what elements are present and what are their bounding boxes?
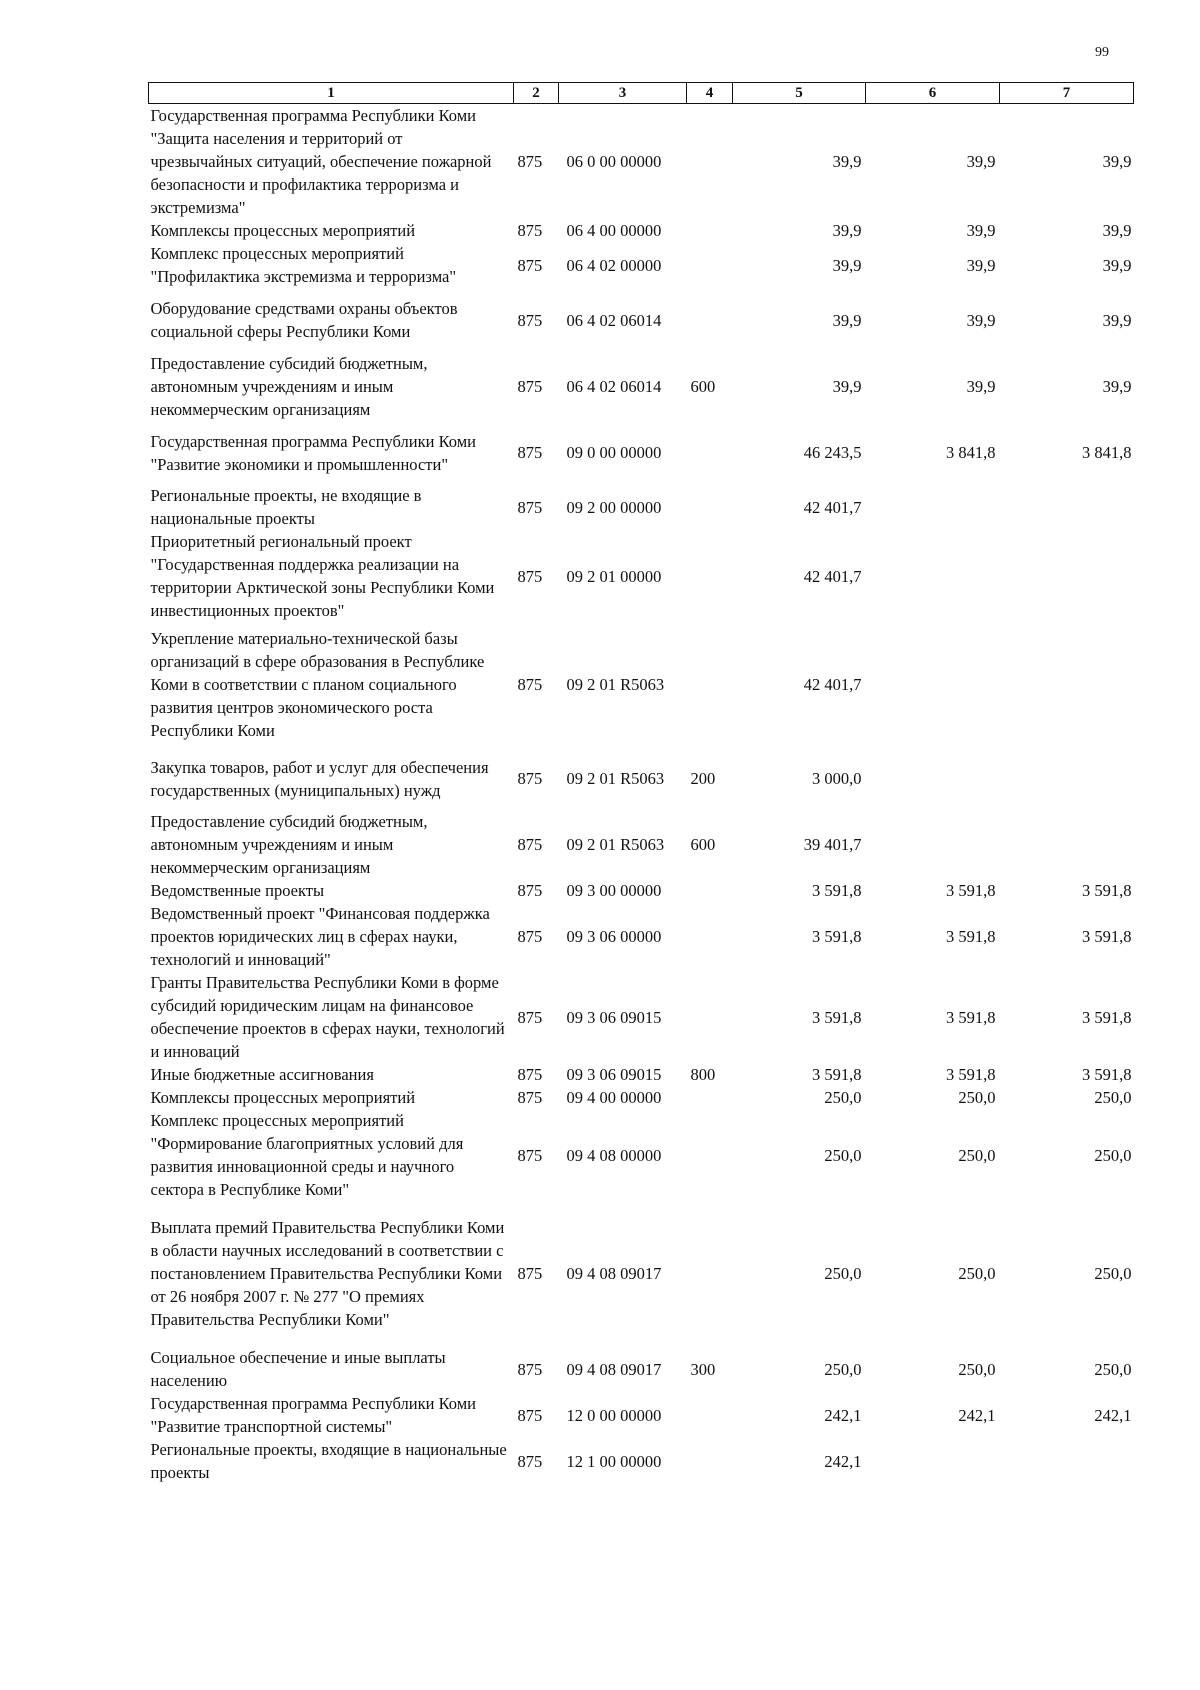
row-value-col6: [866, 530, 1000, 622]
table-row: [149, 104, 1134, 220]
row-admin-code: 875: [517, 1405, 543, 1425]
table-row: [149, 530, 1134, 622]
row-value-col7: [1000, 1438, 1134, 1484]
row-expense-type: 600: [690, 835, 716, 854]
budget-table: [148, 82, 1134, 1484]
row-value-col6: [866, 747, 1000, 810]
row-value-col7: 250,0: [1094, 1264, 1132, 1283]
row-expense-type: [687, 1086, 733, 1109]
row-admin-code: 875: [517, 377, 543, 396]
row-target-code: 09 2 01 R5063: [566, 769, 665, 788]
row-value-col5: 242,1: [824, 1405, 862, 1425]
page-number: 99: [1095, 45, 1109, 60]
row-value-col5: 42 401,7: [803, 566, 862, 586]
row-name: Комплекс процессных мероприятий "Формирование благоприятных условий для развития инновационной среды и научного сектора в Республике Коми": [150, 1111, 464, 1199]
row-target-code: 09 4 08 09017: [566, 1359, 662, 1379]
row-value-col7: 39,9: [1102, 310, 1132, 330]
header-col-3: 3: [559, 83, 687, 104]
row-expense-type: [687, 288, 733, 352]
row-name: Гранты Правительства Республики Коми в форме субсидий юридическим лицам на финансовое обеспечение проектов в сферах науки, технологий и инноваций: [150, 973, 505, 1061]
row-value-col6: 250,0: [958, 1359, 996, 1379]
row-name: Региональные проекты, не входящие в национальные проекты: [150, 486, 422, 528]
row-value-col6: 3 591,8: [946, 881, 996, 900]
row-name: Предоставление субсидий бюджетным, автономным учреждениям и иным некоммерческим организациям: [150, 812, 428, 877]
table-row: [149, 1063, 1134, 1086]
row-value-col6: 39,9: [966, 221, 996, 240]
row-target-code: 12 0 00 00000: [566, 1405, 662, 1425]
row-name: Ведомственные проекты: [150, 881, 325, 900]
row-value-col6: [866, 622, 1000, 747]
row-name: Укрепление материально-технической базы организаций в сфере образования в Республике Коми в соответствии с планом социального развития центров экономического роста Республики Коми: [150, 629, 485, 740]
row-admin-code: 875: [517, 1145, 543, 1165]
row-value-col6: [866, 1438, 1000, 1484]
row-target-code: 06 4 02 06014: [566, 377, 662, 396]
row-target-code: 06 0 00 00000: [566, 152, 662, 171]
row-expense-type: [687, 219, 733, 242]
row-expense-type: [687, 530, 733, 622]
row-expense-type: [687, 1201, 733, 1346]
row-expense-type: [687, 1109, 733, 1201]
table-row: [149, 421, 1134, 484]
row-expense-type: 800: [690, 1065, 716, 1084]
table-row: [149, 484, 1134, 530]
row-value-col5: 39,9: [832, 255, 862, 275]
row-value-col7: 3 841,8: [1082, 443, 1132, 462]
row-value-col5: 39,9: [832, 310, 862, 330]
row-name: Оборудование средствами охраны объектов социальной сферы Республики Коми: [150, 299, 458, 341]
table-body: [149, 104, 1134, 1485]
row-value-col6: 242,1: [958, 1405, 996, 1425]
row-value-col6: 3 591,8: [946, 1065, 996, 1084]
row-value-col5: 3 591,8: [812, 881, 862, 900]
table-row: [149, 219, 1134, 242]
row-value-col7: 3 591,8: [1082, 1007, 1132, 1027]
table-row: [149, 1392, 1134, 1438]
table-row: [149, 622, 1134, 747]
row-value-col7: 3 591,8: [1082, 1065, 1132, 1084]
row-value-col7: 3 591,8: [1082, 927, 1132, 946]
table-row: [149, 1086, 1134, 1109]
row-value-col5: 39,9: [832, 152, 862, 171]
row-admin-code: 875: [517, 835, 543, 854]
row-expense-type: 600: [690, 377, 716, 396]
row-admin-code: 875: [517, 1451, 543, 1471]
table-row: [149, 971, 1134, 1063]
table-row: [149, 352, 1134, 421]
table-row: [149, 288, 1134, 352]
row-target-code: 09 3 06 00000: [566, 927, 662, 946]
row-admin-code: 875: [517, 1088, 543, 1107]
row-expense-type: 300: [690, 1359, 716, 1379]
row-expense-type: [687, 879, 733, 902]
row-value-col7: 3 591,8: [1082, 881, 1132, 900]
row-value-col6: [866, 484, 1000, 530]
row-name: Комплексы процессных мероприятий: [150, 1088, 416, 1107]
row-target-code: 09 0 00 00000: [566, 443, 662, 462]
row-expense-type: [687, 622, 733, 747]
row-admin-code: 875: [517, 566, 543, 586]
row-target-code: 09 3 00 00000: [566, 881, 662, 900]
row-target-code: 09 2 01 R5063: [566, 835, 665, 854]
row-expense-type: [687, 902, 733, 971]
row-value-col6: 39,9: [966, 255, 996, 275]
row-value-col6: 39,9: [966, 152, 996, 171]
row-admin-code: 875: [517, 152, 543, 171]
row-admin-code: 875: [517, 1359, 543, 1379]
table-row: [149, 1201, 1134, 1346]
row-target-code: 06 4 00 00000: [566, 221, 662, 240]
table-row: [149, 810, 1134, 879]
row-value-col5: 3 591,8: [812, 1007, 862, 1027]
table-header: [149, 83, 1134, 104]
header-col-6: 6: [866, 83, 1000, 104]
row-name: Предоставление субсидий бюджетным, автономным учреждениям и иным некоммерческим организациям: [150, 354, 428, 419]
row-value-col6: 3 841,8: [946, 443, 996, 462]
header-col-5: 5: [733, 83, 866, 104]
row-value-col5: 250,0: [824, 1145, 862, 1165]
row-value-col5: 46 243,5: [803, 443, 862, 462]
row-name: Комплексы процессных мероприятий: [150, 221, 416, 240]
header-col-7: 7: [1000, 83, 1134, 104]
table-row: [149, 1109, 1134, 1201]
row-value-col7: [1000, 747, 1134, 810]
row-admin-code: 875: [517, 927, 543, 946]
row-admin-code: 875: [517, 1007, 543, 1027]
row-value-col5: 3 000,0: [812, 769, 862, 788]
row-expense-type: 200: [690, 769, 716, 788]
row-value-col5: 39,9: [832, 221, 862, 240]
table-row: [149, 242, 1134, 288]
row-expense-type: [687, 1438, 733, 1484]
row-value-col5: 39,9: [832, 377, 862, 396]
row-value-col6: 39,9: [966, 310, 996, 330]
row-expense-type: [687, 1392, 733, 1438]
row-admin-code: 875: [517, 881, 543, 900]
row-value-col5: 3 591,8: [812, 1065, 862, 1084]
row-admin-code: 875: [517, 221, 543, 240]
row-admin-code: 875: [517, 1065, 543, 1084]
row-name: Государственная программа Республики Коми "Защита населения и территорий от чрезвычайных ситуаций, обеспечение пожарной безопасности и профилактика терроризма и экстремизма": [150, 106, 492, 217]
row-admin-code: 875: [517, 675, 543, 694]
table-row: [149, 1438, 1134, 1484]
row-value-col7: 250,0: [1094, 1088, 1132, 1107]
row-target-code: 12 1 00 00000: [566, 1451, 662, 1471]
row-name: Социальное обеспечение и иные выплаты населению: [150, 1348, 446, 1390]
row-value-col7: [1000, 810, 1134, 879]
row-value-col5: 242,1: [824, 1451, 862, 1471]
table-row: [149, 1346, 1134, 1392]
row-name: Государственная программа Республики Коми "Развитие экономики и промышленности": [150, 431, 476, 474]
row-value-col7: 39,9: [1102, 377, 1132, 396]
row-target-code: 06 4 02 00000: [566, 255, 662, 275]
row-value-col6: 39,9: [966, 377, 996, 396]
row-name: Закупка товаров, работ и услуг для обеспечения государственных (муниципальных) нужд: [150, 757, 489, 800]
row-value-col5: 250,0: [824, 1088, 862, 1107]
row-admin-code: 875: [517, 310, 543, 330]
row-name: Государственная программа Республики Коми "Развитие транспортной системы": [150, 1394, 476, 1436]
row-expense-type: [687, 421, 733, 484]
row-value-col6: 250,0: [958, 1264, 996, 1283]
row-name: Ведомственный проект "Финансовая поддержка проектов юридических лиц в сферах науки, технологий и инноваций": [150, 904, 490, 969]
row-value-col6: 250,0: [958, 1088, 996, 1107]
row-target-code: 06 4 02 06014: [566, 310, 662, 330]
row-target-code: 09 4 08 09017: [566, 1264, 662, 1283]
row-value-col6: 3 591,8: [946, 1007, 996, 1027]
table-row: [149, 879, 1134, 902]
row-target-code: 09 2 00 00000: [566, 497, 662, 517]
row-value-col5: 39 401,7: [803, 835, 862, 854]
row-admin-code: 875: [517, 443, 543, 462]
row-value-col5: 250,0: [824, 1264, 862, 1283]
row-expense-type: [687, 242, 733, 288]
row-value-col5: 3 591,8: [812, 927, 862, 946]
header-row: [149, 83, 1134, 104]
row-admin-code: 875: [517, 769, 543, 788]
row-expense-type: [687, 104, 733, 220]
row-admin-code: 875: [517, 255, 543, 275]
row-value-col6: [866, 810, 1000, 879]
row-target-code: 09 2 01 00000: [566, 566, 662, 586]
row-value-col7: 242,1: [1094, 1405, 1132, 1425]
table-row: [149, 902, 1134, 971]
row-value-col7: 39,9: [1102, 255, 1132, 275]
row-target-code: 09 3 06 09015: [566, 1007, 662, 1027]
row-value-col7: 39,9: [1102, 221, 1132, 240]
row-value-col7: [1000, 622, 1134, 747]
row-value-col6: 3 591,8: [946, 927, 996, 946]
row-value-col6: 250,0: [958, 1145, 996, 1165]
header-col-2: 2: [514, 83, 559, 104]
row-expense-type: [687, 484, 733, 530]
row-value-col5: 42 401,7: [803, 675, 862, 694]
row-value-col7: [1000, 484, 1134, 530]
table-row: [149, 747, 1134, 810]
row-name: Региональные проекты, входящие в национальные проекты: [150, 1440, 507, 1482]
row-name: Выплата премий Правительства Республики Коми в области научных исследований в соответствии с постановлением Правительства Республики Коми от 26 ноября 2007 г. № 277 "О премиях Правительства Республики Коми": [150, 1218, 505, 1329]
row-value-col5: 42 401,7: [803, 497, 862, 517]
row-target-code: 09 4 08 00000: [566, 1145, 662, 1165]
row-value-col7: [1000, 530, 1134, 622]
row-name: Комплекс процессных мероприятий "Профилактика экстремизма и терроризма": [150, 244, 457, 286]
row-admin-code: 875: [517, 1264, 543, 1283]
row-value-col7: 250,0: [1094, 1359, 1132, 1379]
row-value-col7: 39,9: [1102, 152, 1132, 171]
header-col-1: 1: [149, 83, 514, 104]
row-target-code: 09 3 06 09015: [566, 1065, 662, 1084]
row-name: Приоритетный региональный проект "Государственная поддержка реализации на территории Арктической зоны Республики Коми инвестиционных проектов": [150, 532, 495, 620]
row-name: Иные бюджетные ассигнования: [150, 1065, 374, 1084]
row-admin-code: 875: [517, 497, 543, 517]
row-value-col5: 250,0: [824, 1359, 862, 1379]
row-expense-type: [687, 971, 733, 1063]
header-col-4: 4: [687, 83, 733, 104]
row-target-code: 09 4 00 00000: [566, 1088, 662, 1107]
row-value-col7: 250,0: [1094, 1145, 1132, 1165]
row-target-code: 09 2 01 R5063: [566, 675, 665, 694]
